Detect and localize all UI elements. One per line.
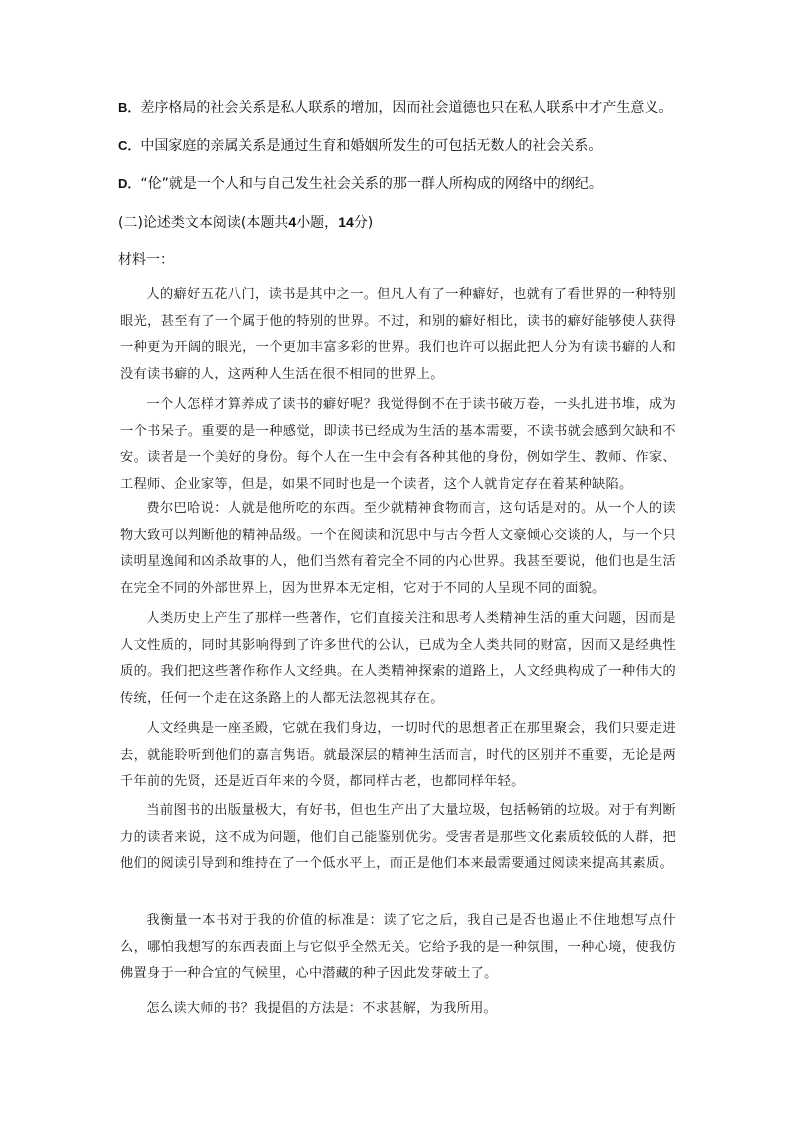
paragraph: 费尔巴哈说：人就是他所吃的东西。至少就精神食物而言，这句话是对的。从一个人的读物大致可以判断他的精神品级。一个在阅读和沉思中与古今哲人文豪倾心交谈的人，与一个只读明星逸闻和凶杀故事的人，他们当然有着完全不同的内心世界。我甚至要说，他们也是生活在完全不同的外部世界上，因为世界本无定相，它对于不同的人呈现不同的面貌。 bbox=[120, 501, 676, 596]
paragraph: 一个人怎样才算养成了读书的癖好呢？我觉得倒不在于读书破万卷，一头扎进书堆，成为一个书呆子。重要的是一种感觉，即读书已经成为生活的基本需要，不读书就会感到欠缺和不安。读者是一个美好的身份。每个人在一生中会有各种其他的身份，例如学生、教师、作家、工程师、企业家等，但是，如果不同时也是一个读者，这个人就肯定存在着某种缺陷。 bbox=[120, 397, 676, 492]
section-prefix: (二)论述类文本阅读(本题共 bbox=[118, 215, 289, 231]
option-text: “伦”就是一个人和与自己发生社会关系的那一群人所构成的网络中的纲纪。 bbox=[140, 176, 603, 192]
paragraph: 人的癖好五花八门，读书是其中之一。但凡人有了一种癖好，也就有了看世界的一种特别眼光，甚至有了一个属于他的特别的世界。不过，和别的癖好相比，读书的癖好能够使人获得一种更为开阔的眼光，一个更加丰富多彩的世界。我们也许可以据此把人分为有读书癖的人和没有读书癖的人，这两种人生活在很不相同的世界上。 bbox=[120, 287, 676, 382]
section-suffix: 分) bbox=[353, 215, 374, 231]
section-middle: 小题， bbox=[296, 215, 339, 231]
material-label: 材料一： bbox=[118, 252, 174, 268]
option-letter: C． bbox=[118, 138, 141, 153]
option-letter: B． bbox=[118, 100, 141, 115]
option-d bbox=[118, 174, 718, 194]
paragraph: 我衡量一本书对于我的价值的标准是：读了它之后，我自己是否也遏止不住地想写点什么，哪怕我想写的东西表面上与它似乎全然无关。它给予我的是一种氛围，一种心境，使我仿佛置身于一种合宜的气候里，心中潜藏的种子因此发芽破土了。 bbox=[120, 913, 676, 982]
section-heading bbox=[118, 212, 373, 233]
paragraph: 当前图书的出版量极大，有好书，但也生产出了大量垃圾，包括畅销的垃圾。对于有判断力的读者来说，这不成为问题，他们自己能鉴别优劣。受害者是那些文化素质较低的人群，把他们的阅读引导到和维持在了一个低水平上，而正是他们本来最需要通过阅读来提高其素质。 bbox=[120, 803, 676, 872]
option-c bbox=[118, 136, 718, 156]
question-count: 4 bbox=[288, 214, 297, 230]
option-b bbox=[118, 98, 718, 118]
paragraph: 怎么读大师的书？我提倡的方法是：不求甚解，为我所用。 bbox=[146, 1001, 498, 1016]
option-text: 中国家庭的亲属关系是通过生育和婚姻所发生的可包括无数人的社会关系。 bbox=[140, 138, 603, 154]
score-value: 14 bbox=[338, 214, 354, 230]
paragraph: 人类历史上产生了那样一些著作，它们直接关注和思考人类精神生活的重大问题，因而是人文性质的，同时其影响得到了许多世代的公认，已成为全人类共同的财富，因而又是经典性质的。我们把这些著作称作人文经典。在人类精神探索的道路上，人文经典构成了一种伟大的传统，任何一个走在这条路上的人都无法忽视其存在。 bbox=[120, 611, 676, 706]
option-text: 差序格局的社会关系是私人联系的增加，因而社会道德也只在私人联系中才产生意义。 bbox=[140, 100, 673, 116]
option-letter: D． bbox=[118, 176, 141, 191]
paragraph: 人文经典是一座圣殿，它就在我们身边，一切时代的思想者正在那里聚会，我们只要走进去，就能聆听到他们的嘉言隽语。就最深层的精神生活而言，时代的区别并不重要，无论是两千年前的先贤，还是近百年来的今贤，都同样古老，也都同样年轻。 bbox=[120, 721, 676, 790]
